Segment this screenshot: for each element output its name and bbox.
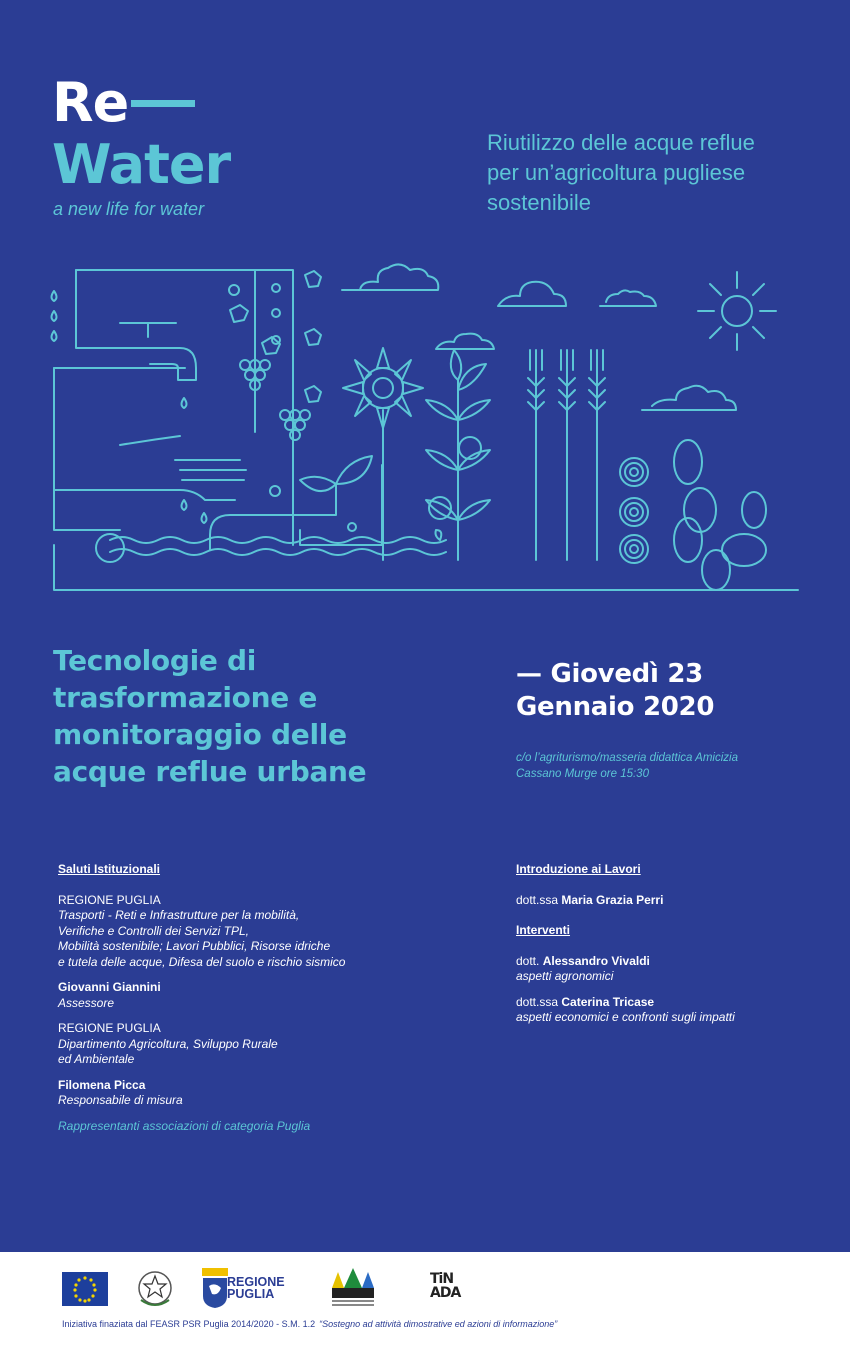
speaker-title: dott.ssa	[516, 892, 559, 907]
headline-line: sostenibile	[487, 190, 591, 215]
tinada-logo-line: ADA	[430, 1285, 461, 1301]
org-regione-puglia: REGIONE PUGLIA	[58, 1021, 161, 1035]
speaker-name: Filomena Picca	[58, 1077, 146, 1092]
logo-water: Water	[52, 133, 231, 196]
title-line: acque reflue urbane	[53, 755, 367, 788]
program-left-column	[58, 862, 418, 1134]
bales-icon	[620, 458, 648, 563]
speaker-name: Alessandro Vivaldi	[542, 953, 650, 968]
italian-republic-emblem-icon	[136, 1268, 174, 1310]
faucet-icon	[120, 323, 196, 408]
title-line: Tecnologie di	[53, 644, 257, 677]
talk-speaker	[516, 995, 836, 1011]
org-description: e tutela delle acque, Difesa del suolo e rischio sismico	[58, 954, 346, 969]
org-description: ed Ambientale	[58, 1052, 135, 1066]
psr-puglia-logo-icon	[328, 1262, 378, 1310]
speaker-name: Caterina Tricase	[561, 994, 655, 1009]
title-line: trasformazione e	[53, 681, 318, 714]
section-heading-interventi: Interventi	[516, 923, 571, 937]
logo-dash	[131, 100, 195, 107]
event-title	[53, 642, 453, 790]
section-heading-introduzione: Introduzione ai Lavori	[516, 862, 641, 876]
logo-tagline: a new life for water	[53, 199, 205, 219]
org-description: Mobilità sostenibile; Lavori Pubblici, Risorse idriche	[58, 939, 331, 953]
hand-icon	[54, 368, 246, 530]
funding-text: Iniziativa finaziata dal FEASR PSR Puglia 2014/2020 - S.M. 1.2	[62, 1319, 316, 1329]
regione-puglia-logo-line: PUGLIA	[227, 1287, 275, 1301]
talk-topic: aspetti economici e confronti sugli impatti	[516, 1010, 735, 1024]
speaker-role: Assessore	[58, 995, 115, 1010]
speaker-title: dott.	[516, 953, 540, 968]
sponsor-footer	[0, 1252, 850, 1361]
sun-icon	[698, 272, 776, 350]
headline-line: Riutilizzo delle acque reflue	[487, 130, 755, 155]
representatives-note: Rappresentanti associazioni di categoria Puglia	[58, 1118, 311, 1133]
cactus-icon	[674, 440, 766, 590]
logo-re: Re	[52, 71, 129, 134]
org-description: Trasporti - Reti e Infrastrutture per la mobilità,	[58, 908, 300, 922]
intro-speaker	[516, 893, 836, 909]
venue-line-2: Cassano Murge ore 15:30	[516, 768, 649, 780]
speaker-title: dott.ssa	[516, 994, 559, 1009]
speaker-role: Responsabile di misura	[58, 1093, 183, 1107]
tinada-logo	[430, 1272, 460, 1300]
cloud-icon	[342, 264, 736, 410]
talk-speaker	[516, 954, 836, 970]
event-date	[516, 658, 826, 724]
funding-quote: “Sostegno ad attività dimostrative ed azioni di informazione”	[319, 1319, 558, 1329]
section-heading-saluti: Saluti Istituzionali	[58, 862, 161, 876]
event-venue	[516, 750, 738, 782]
tinada-logo-line: TiN	[430, 1271, 454, 1287]
org-regione-puglia: REGIONE PUGLIA	[58, 892, 161, 907]
title-line: monitoraggio delle	[53, 718, 347, 751]
funding-statement	[62, 1319, 557, 1329]
regione-puglia-logo-line: REGIONE	[227, 1275, 285, 1289]
tomato-plant-icon	[426, 350, 490, 560]
venue-line-1: c/o l’agriturismo/masseria didattica Amicizia	[516, 752, 738, 764]
headline	[487, 128, 817, 218]
date-line-2: Gennaio 2020	[516, 692, 715, 722]
speaker-name: Maria Grazia Perri	[561, 892, 664, 907]
grapes-icon	[229, 271, 321, 496]
headline-line: per un’agricoltura pugliese	[487, 160, 746, 185]
program-right-column	[516, 862, 836, 1026]
agriculture-water-illustration	[0, 262, 850, 602]
talk-topic: aspetti agronomici	[516, 969, 614, 983]
wheat-icon	[528, 350, 605, 560]
regione-puglia-shield-icon	[200, 1266, 230, 1310]
speaker-name: Giovanni Giannini	[58, 980, 161, 994]
eu-flag-icon	[62, 1272, 108, 1306]
date-line-1: — Giovedì 23	[516, 659, 703, 689]
org-description: Dipartimento Agricoltura, Sviluppo Rurale	[58, 1036, 278, 1051]
drops-icon	[52, 291, 57, 341]
org-description: Verifiche e Controlli dei Servizi TPL,	[58, 923, 249, 938]
regione-puglia-logo	[227, 1276, 285, 1300]
